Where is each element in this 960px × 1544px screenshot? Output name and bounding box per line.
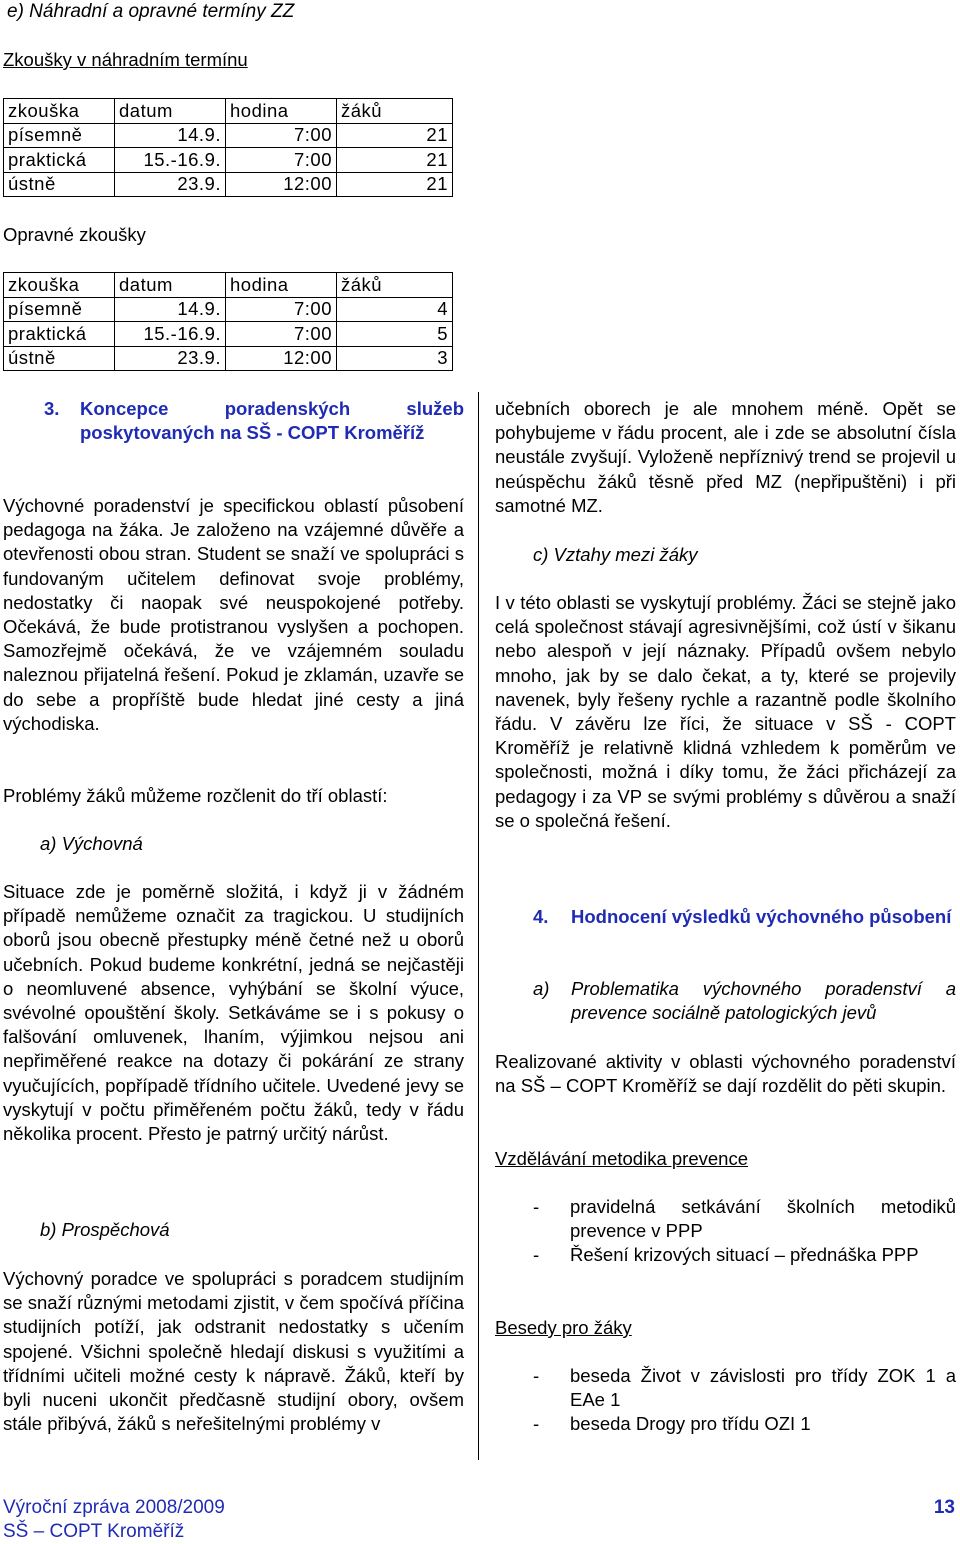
table-header-cell: zkouška <box>4 273 115 298</box>
table-cell: 5 <box>337 322 453 347</box>
table-cell: písemně <box>4 123 115 148</box>
list-item-text: pravidelná setkávání školních metodiků prevence v PPP <box>570 1196 956 1242</box>
table-opravne <box>3 272 453 371</box>
list-besedy <box>495 1364 956 1437</box>
list-item-text: Řešení krizových situací – přednáška PPP <box>570 1244 919 1266</box>
table-row <box>4 123 453 148</box>
table-cell: 4 <box>337 297 453 322</box>
table-cell: 7:00 <box>226 148 337 173</box>
paragraph-vztahy: I v této oblasti se vyskytují problémy. Žáci se stejně jako celá společnost stávají agresivnějšími, což ústí v šikanu nebo alespoň v její náznaky. Případů ovšem nebylo mnoho, jak by se dalo čekat, a ty, které se projevily navenek, byly řešeny rychle a razantně podle školního řádu. V závěru lze říci, že situace v SŠ - COPT Kroměříž je relativně klidná vzhledem k poměrům ve společnosti, možná i díky tomu, že žáci přicházejí za pedagogy i za VP se svými problémy s důvěrou a snaží se o společná řešení. <box>495 592 956 831</box>
table-row <box>4 148 453 173</box>
heading-vzdelavani: Vzdělávání metodika prevence <box>495 1148 748 1169</box>
table-cell: ústně <box>4 172 115 197</box>
paragraph-prospechova: Výchovný poradce ve spolupráci s poradcem studijním se snaží různými metodami zjistit, v čem spočívá příčina studijních potíží, jak odstranit nedostatky s učením spojené. Všichni společně hledají diskusi s využitími a třídními učiteli možné cesty k nápravě. Žáků, kteří by byli nuceni ukončit předčasně studijní obory, ovšem stále přibývá, žáků s neřešitelnými problémy v <box>3 1268 464 1435</box>
list-vzdelavani <box>495 1195 956 1268</box>
table-row <box>4 322 453 347</box>
table-cell: 15.-16.9. <box>115 322 226 347</box>
footer-report-title: Výroční zpráva 2008/2009 <box>3 1497 225 1518</box>
section-3-title: Koncepce poradenských služeb poskytovaných na SŠ - COPT Kroměříž <box>80 398 464 444</box>
table-header-cell: zkouška <box>4 99 115 124</box>
subheading-4a-label: a) <box>533 978 550 999</box>
column-divider <box>478 392 479 1460</box>
list-item <box>495 1412 956 1436</box>
table-header-row <box>4 273 453 298</box>
table-header-row <box>4 99 453 124</box>
list-item <box>495 1195 956 1243</box>
table-cell: 15.-16.9. <box>115 148 226 173</box>
heading-section-e: e) Náhradní a opravné termíny ZZ <box>7 1 295 22</box>
subheading-vychovna: a) Výchovná <box>40 833 143 854</box>
table-header-cell: žáků <box>337 99 453 124</box>
table-row <box>4 297 453 322</box>
list-item-text: beseda Život v závislosti pro třídy ZOK 1 a EAe 1 <box>570 1365 956 1411</box>
subheading-prospechova: b) Prospěchová <box>40 1219 170 1240</box>
table-cell: 12:00 <box>226 172 337 197</box>
section-4-number: 4. <box>533 906 549 927</box>
table-cell: 14.9. <box>115 123 226 148</box>
paragraph-realized: Realizované aktivity v oblasti výchovného poradenství na SŠ – COPT Kroměříž se dají rozdělit do pěti skupin. <box>495 1051 956 1097</box>
table-header-cell: žáků <box>337 273 453 298</box>
paragraph-continuation: učebních oborech je ale mnohem méně. Opět se pohybujeme v řádu procent, ale i zde se absolutní čísla neustále zvyšují. Vyloženě nepříznivý trend se projevil u neúspěchu žáků těsně před MZ (nepřipuštěni) i při samotné MZ. <box>495 398 956 516</box>
list-item-text: beseda Drogy pro třídu OZI 1 <box>570 1413 811 1435</box>
paragraph-problems: Problémy žáků můžeme rozčlenit do tří oblastí: <box>3 785 388 806</box>
subheading-4a-text: Problematika výchovného poradenství a prevence sociálně patologických jevů <box>571 978 956 1024</box>
table-cell: praktická <box>4 148 115 173</box>
table-cell: 23.9. <box>115 172 226 197</box>
table-cell: 12:00 <box>226 346 337 371</box>
table-header-cell: datum <box>115 273 226 298</box>
list-item <box>495 1243 956 1267</box>
table-header-cell: datum <box>115 99 226 124</box>
table-cell: 21 <box>337 172 453 197</box>
table-cell: 7:00 <box>226 123 337 148</box>
paragraph-intro: Výchovné poradenství je specifickou oblastí působení pedagoga na žáka. Je založeno na vzájemné důvěře a otevřenosti obou stran. Student se snaží ve spolupráci s fundovaným učitelem definovat svoje problémy, nedostatky či naopak své neuspokojené potřeby. Očekává, že bude protistranou vyslyšen a pochopen. Samozřejmě očekává, že ve vzájemném souladu naleznou přijatelná řešení. Pokud je zklamán, uzavře se do sebe a propříště bude hledat jiné cesty a jiná východiska. <box>3 495 464 734</box>
paragraph-vychovna: Situace zde je poměrně složitá, i když ji v žádném případě nemůžeme označit za tragickou. U studijních oborů jsou obecně přestupky méně četné než u oborů učebních. Pokud budeme konkrétní, jedná se nejčastěji o neomluvené absence, vyhýbání se školní výuce, svévolné opouštění školy. Setkáváme se i s pokusy o falšování omluvenek, lhaním, výjimkou nejsou ani nepřiměřené reakce na dotazy či pokárání ze strany vyučujících, popřípadě třídního učitele. Uvedené jevy se vyskytují v počtu přiměřeném počtu žáků, tedy v řádu několika procent. Přesto je patrný určitý nárůst. <box>3 881 464 1145</box>
table-row <box>4 346 453 371</box>
subheading-vztahy: c) Vztahy mezi žáky <box>533 544 698 565</box>
table-cell: 21 <box>337 148 453 173</box>
table-cell: 23.9. <box>115 346 226 371</box>
table-nahradni <box>3 98 453 197</box>
table-cell: 21 <box>337 123 453 148</box>
table-cell: 14.9. <box>115 297 226 322</box>
list-dash: - <box>533 1365 540 1386</box>
table-cell: 7:00 <box>226 297 337 322</box>
subtitle-opravne: Opravné zkoušky <box>3 224 146 245</box>
table-cell: písemně <box>4 297 115 322</box>
list-dash: - <box>533 1413 540 1435</box>
list-dash: - <box>533 1244 540 1266</box>
table-header-cell: hodina <box>226 273 337 298</box>
table-cell: 7:00 <box>226 322 337 347</box>
list-item <box>495 1364 956 1412</box>
section-4-title: Hodnocení výsledků výchovného působení <box>571 906 952 927</box>
table-cell: 3 <box>337 346 453 371</box>
table-cell: praktická <box>4 322 115 347</box>
subtitle-nahradni: Zkoušky v náhradním termínu <box>3 49 248 70</box>
footer-school: SŠ – COPT Kroměříž <box>3 1521 185 1542</box>
section-3-number: 3. <box>44 398 60 419</box>
table-header-cell: hodina <box>226 99 337 124</box>
list-dash: - <box>533 1196 540 1217</box>
table-cell: ústně <box>4 346 115 371</box>
footer-page-number: 13 <box>933 1497 955 1518</box>
heading-besedy: Besedy pro žáky <box>495 1317 632 1338</box>
table-row <box>4 172 453 197</box>
